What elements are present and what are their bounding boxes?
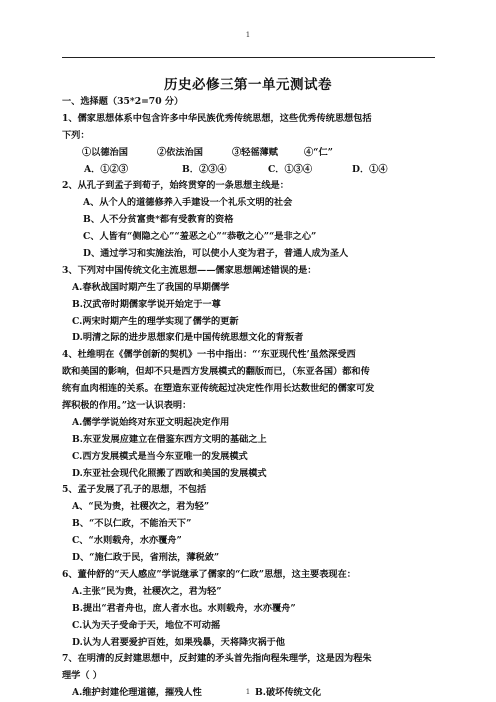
question-1-stem-cont: 下列： (62, 129, 90, 141)
question-1-items (62, 145, 447, 162)
question-1-item: ③轻徭薄赋 (232, 146, 278, 158)
page-title: 历史必修三第一单元测试卷 (164, 77, 332, 93)
question-5-stem: 5、孟子发展了孔子的思想，不包括 (62, 484, 207, 496)
question-3-stem: 3、下列对中国传统文化主流思想——儒家思想阐述错误的是： (62, 264, 317, 276)
question-6-option-a: A.主张“民为贵，社稷次之，君为轻” (72, 585, 222, 597)
header-rule (62, 57, 435, 58)
section-heading: 一、选择题（35*2=70 分） (62, 96, 184, 107)
header-page-number: 1 (245, 31, 251, 39)
question-4-option-c: C.西方发展模式是当今东亚唯一的发展模式 (72, 450, 248, 462)
question-2-option-c: C、人皆有“侧隐之心”“羞恶之心”“恭敬之心”“是非之心” (83, 231, 317, 243)
question-7-option-a: A.维护封建伦理道德，摧残人性 (72, 687, 202, 699)
question-1-item: ④“仁” (304, 146, 333, 158)
question-list (62, 94, 447, 702)
question-1-stem: 1、儒家思想体系中包含许多中华民族优秀传统思想，这些优秀传统思想包括 (62, 112, 372, 124)
question-3-option-c: C.两宋时期产生的理学实现了儒学的更新 (72, 315, 239, 327)
question-3-option-d: D.明清之际的进步思想家们是中国传统思想文化的背叛者 (72, 332, 304, 344)
question-2-option-d: D、通过学习和实施法治，可以使小人变为君子，普通人成为圣人 (83, 248, 349, 260)
question-6-option-b: B.提出“君者舟也，庶人者水也。水则载舟，水亦覆舟” (72, 602, 296, 614)
question-7-option-b: B.破坏传统文化 (255, 687, 322, 699)
question-5-option-b: B、“不以仁政，不能治天下” (72, 518, 192, 530)
question-6-option-c: C.认为天子受命于天，地位不可动摇 (72, 619, 221, 631)
footer-page-number: 1 (245, 688, 251, 696)
question-1-choice-d: D．①④ (352, 163, 388, 175)
question-3-option-a: A.春秋战国时期产生了我国的早期儒学 (72, 281, 230, 293)
question-6-option-d: D.认为人君要爱护百姓，如果残暴，天将降灾祸于他 (72, 636, 285, 648)
question-4-option-d: D.东亚社会现代化照搬了西欧和美国的发展模式 (72, 467, 267, 479)
question-2-stem: 2、从孔子到孟子到荀子，始终贯穿的一条思想主线是： (62, 180, 289, 192)
question-1-choice-a: A．①②③ (84, 163, 128, 175)
question-2-option-a: A、从个人的道德修养入手建设一个礼乐文明的社会 (83, 197, 293, 209)
question-1-choice-b: B．②③④ (182, 163, 227, 175)
question-4-stem-cont: 欧和美国的影响，但却不只是西方发展模式的翻版而已，（东亚各国）都和传 (62, 366, 370, 378)
question-4-stem: 4、杜维明在《儒学创新的契机》一书中指出：“‘东亚现代性’虽然深受西 (62, 349, 356, 361)
question-5-option-a: A、“民为贵，社稷次之，君为轻” (72, 501, 210, 513)
question-4-option-a: A.儒学学说始终对东亚文明起决定作用 (72, 416, 230, 428)
question-2-option-b: B、人不分贫富贵*都有受教育的资格 (83, 214, 234, 226)
question-1-item: ②依法治国 (157, 146, 203, 158)
question-5-option-c: C、“水则载舟，水亦覆舟” (72, 535, 182, 547)
question-7-stem: 7、在明清的反封建思想中，反封建的矛头首先指向程朱理学，这是因为程朱 (62, 653, 372, 665)
question-6-stem: 6、董仲舒的“天人感应”学说继承了儒家的“仁政”思想，这主要表现在： (62, 568, 356, 580)
question-7-stem-cont: 理学（ ） (62, 670, 102, 682)
question-1-item: ①以德治国 (82, 146, 128, 158)
question-5-option-d: D、“施仁政于民，省刑法，薄税敛” (72, 552, 220, 564)
question-1-choices (62, 162, 447, 179)
question-4-option-b: B.东亚发展应建立在借鉴东西方文明的基础之上 (72, 433, 267, 445)
question-4-stem-cont: 挥积极的作用。”这一认识表明： (62, 400, 192, 412)
question-1-choice-c: C．①③④ (268, 163, 313, 175)
question-4-stem-cont: 统有血肉相连的关系。在塑造东亚传统起过决定性作用长达数世纪的儒家可发 (62, 383, 375, 395)
question-3-option-b: B.汉武帝时期儒家学说开始定于一尊 (72, 298, 221, 310)
